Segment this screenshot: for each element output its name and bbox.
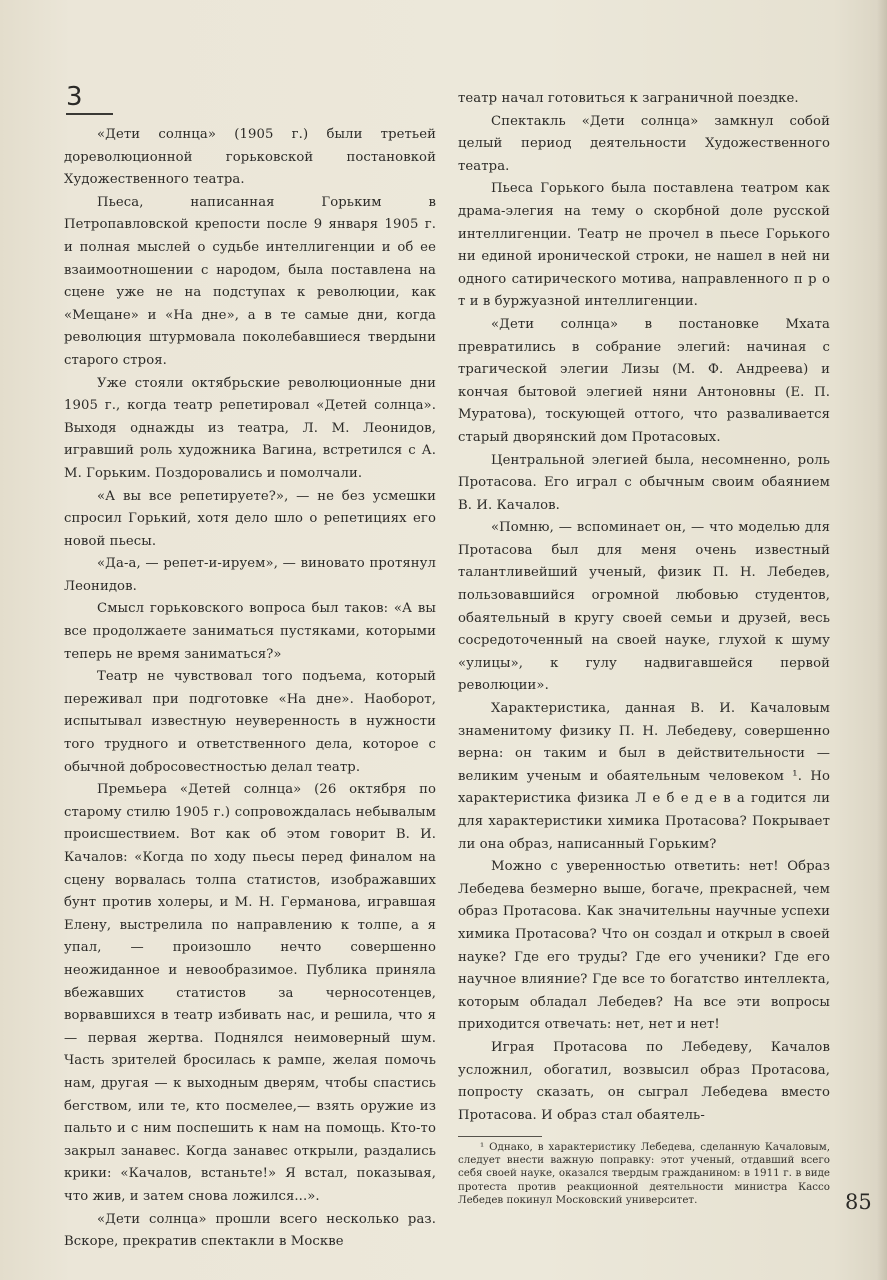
section-marker: 3	[66, 82, 83, 112]
paragraph: Пьеса Горького была поставлена театром как драма-элегия на тему о скорбной доле русской интеллигенции. Театр не прочел в пьесе Горького ни единой иронической строки, не нашел в ней ни одного сатирического мотива, направленного п р о т и в буржуазной интеллигенции.	[458, 181, 830, 310]
paragraph: Спектакль «Дети солнца» замкнул собой целый период деятельности Художественного театра.	[458, 113, 830, 174]
paragraph: Пьеса, написанная Горьким в Петропавловской крепости после 9 января 1905 г. и полная мыслей о судьбе интеллигенции и об ее взаимоотношении с народом, была поставлена на сцене уже не на подступах к революции, как «Мещане» и «На дне», а в те самые дни, когда революция штурмовала поколебавшиеся твердыни старого строя.	[64, 194, 436, 368]
footnote-rule	[458, 1136, 542, 1137]
paragraph: Театр не чувствовал того подъема, который переживал при подготовке «На дне». Наоборот, испытывал известную неуверенность в нужности того трудного и ответственного дела, которое с обычной добросовестностью делал театр.	[64, 669, 436, 775]
section-marker-rule	[66, 113, 113, 115]
right-text-column	[458, 88, 830, 1127]
paragraph: Характеристика, данная В. И. Качаловым знаменитому физику П. Н. Лебедеву, совершенно верна: он таким и был в действительности — великим ученым и обаятельным человеком ¹. Но характеристика физика Л е б е д е в а годится ли для характеристики химика Протасова? Покрывает ли она образ, написанный Горьким?	[458, 701, 830, 852]
paragraph: «Дети солнца» прошли всего несколько раз. Вскоре, прекратив спектакли в Москве	[64, 1211, 436, 1250]
paragraph: Центральной элегией была, несомненно, роль Протасова. Его играл с обычным своим обаянием В. И. Качалов.	[458, 452, 830, 513]
paragraph: «Помню, — вспоминает он, — что моделью для Протасова был для меня очень известный талантливейший ученый, физик П. Н. Лебедев, пользовавшийся огромной любовью студентов, обаятельный в кругу своей семьи и друзей, весь сосредоточенный на своей науке, глухой к шуму «улицы», к гулу надвигавшейся первой революции».	[458, 520, 830, 694]
paragraph: Смысл горьковского вопроса был таков: «А вы все продолжаете заниматься пустяками, которыми теперь не время заниматься?»	[64, 601, 436, 662]
footnote: ¹ Однако, в характеристику Лебедева, сделанную Качаловым, следует внести важную поправку: этот ученый, отдавший всего себя своей науке, оказался твердым гражданином: в 1911 г. в виде протеста против реакционной деятельности министра Кассо Лебедев покинул Московский университет.	[458, 1141, 830, 1206]
paragraph: «Дети солнца» (1905 г.) были третьей дореволюционной горьковской постановкой Художественного театра.	[64, 127, 436, 188]
paragraph-continued: театр начал готовиться к заграничной поездке.	[458, 91, 799, 106]
paragraph: Уже стояли октябрьские революционные дни 1905 г., когда театр репетировал «Детей солнца». Выходя однажды из театра, Л. М. Леонидов, игравший роль художника Вагина, встретился с А. М. Горьким. Поздоровались и помолчали.	[64, 375, 436, 481]
paragraph: Можно с уверенностью ответить: нет! Образ Лебедева безмерно выше, богаче, прекрасней, чем образ Протасова. Как значительны научные успехи химика Протасова? Что он создал и открыл в своей науке? Где его труды? Где его ученики? Где его научное влияние? Где все то богатство интеллекта, которым обладал Лебедев? На все эти вопросы приходится отвечать: нет, нет и нет!	[458, 859, 830, 1033]
paragraph: «Дети солнца» в постановке Мхата превратились в собрание элегий: начиная с трагической элегии Лизы (М. Ф. Андреева) и кончая бытовой элегией няни Антоновны (Е. П. Муратова), тоскующей оттого, что разваливается старый дворянский дом Протасовых.	[458, 316, 830, 445]
page-edge-shadow	[877, 0, 887, 1280]
paragraph: «Да-а, — репет-и-ируем», — виновато протянул Леонидов.	[64, 556, 436, 594]
page-number: 85	[845, 1190, 872, 1214]
left-text-column	[64, 124, 436, 1254]
paragraph: «А вы все репетируете?», — не без усмешки спросил Горький, хотя дело шло о репетициях его новой пьесы.	[64, 488, 436, 549]
paragraph: Премьера «Детей солнца» (26 октября по старому стилю 1905 г.) сопровождалась небывалым происшествием. Вот как об этом говорит В. И. Качалов: «Когда по ходу пьесы перед финалом на сцену ворвалась толпа статистов, изображавших бунт против холеры, и М. Н. Германова, игравшая Елену, выстрелила по направлению к толпе, а я упал, — произошло нечто совершенно неожиданное и невообразимое. Публика приняла вбежавших статистов за черносотенцев, ворвавшихся в театр избивать нас, и решила, что я — первая жертва. Поднялся неимоверный шум. Часть зрителей бросилась к рампе, желая помочь нам, другая — к выходным дверям, чтобы спастись бегством, или те, кто посмелее,— взять оружие из пальто и с ним поспешить к нам на помощь. Кто-то закрыл занавес. Когда занавес открыли, раздались крики: «Качалов, встаньте!» Я встал, показывая, что жив, и затем снова ложился...».	[64, 782, 436, 1204]
paragraph: Играя Протасова по Лебедеву, Качалов усложнил, обогатил, возвысил образ Протасова, попросту сказать, он сыграл Лебедева вместо Протасова. И образ стал обаятель-	[458, 1039, 830, 1123]
